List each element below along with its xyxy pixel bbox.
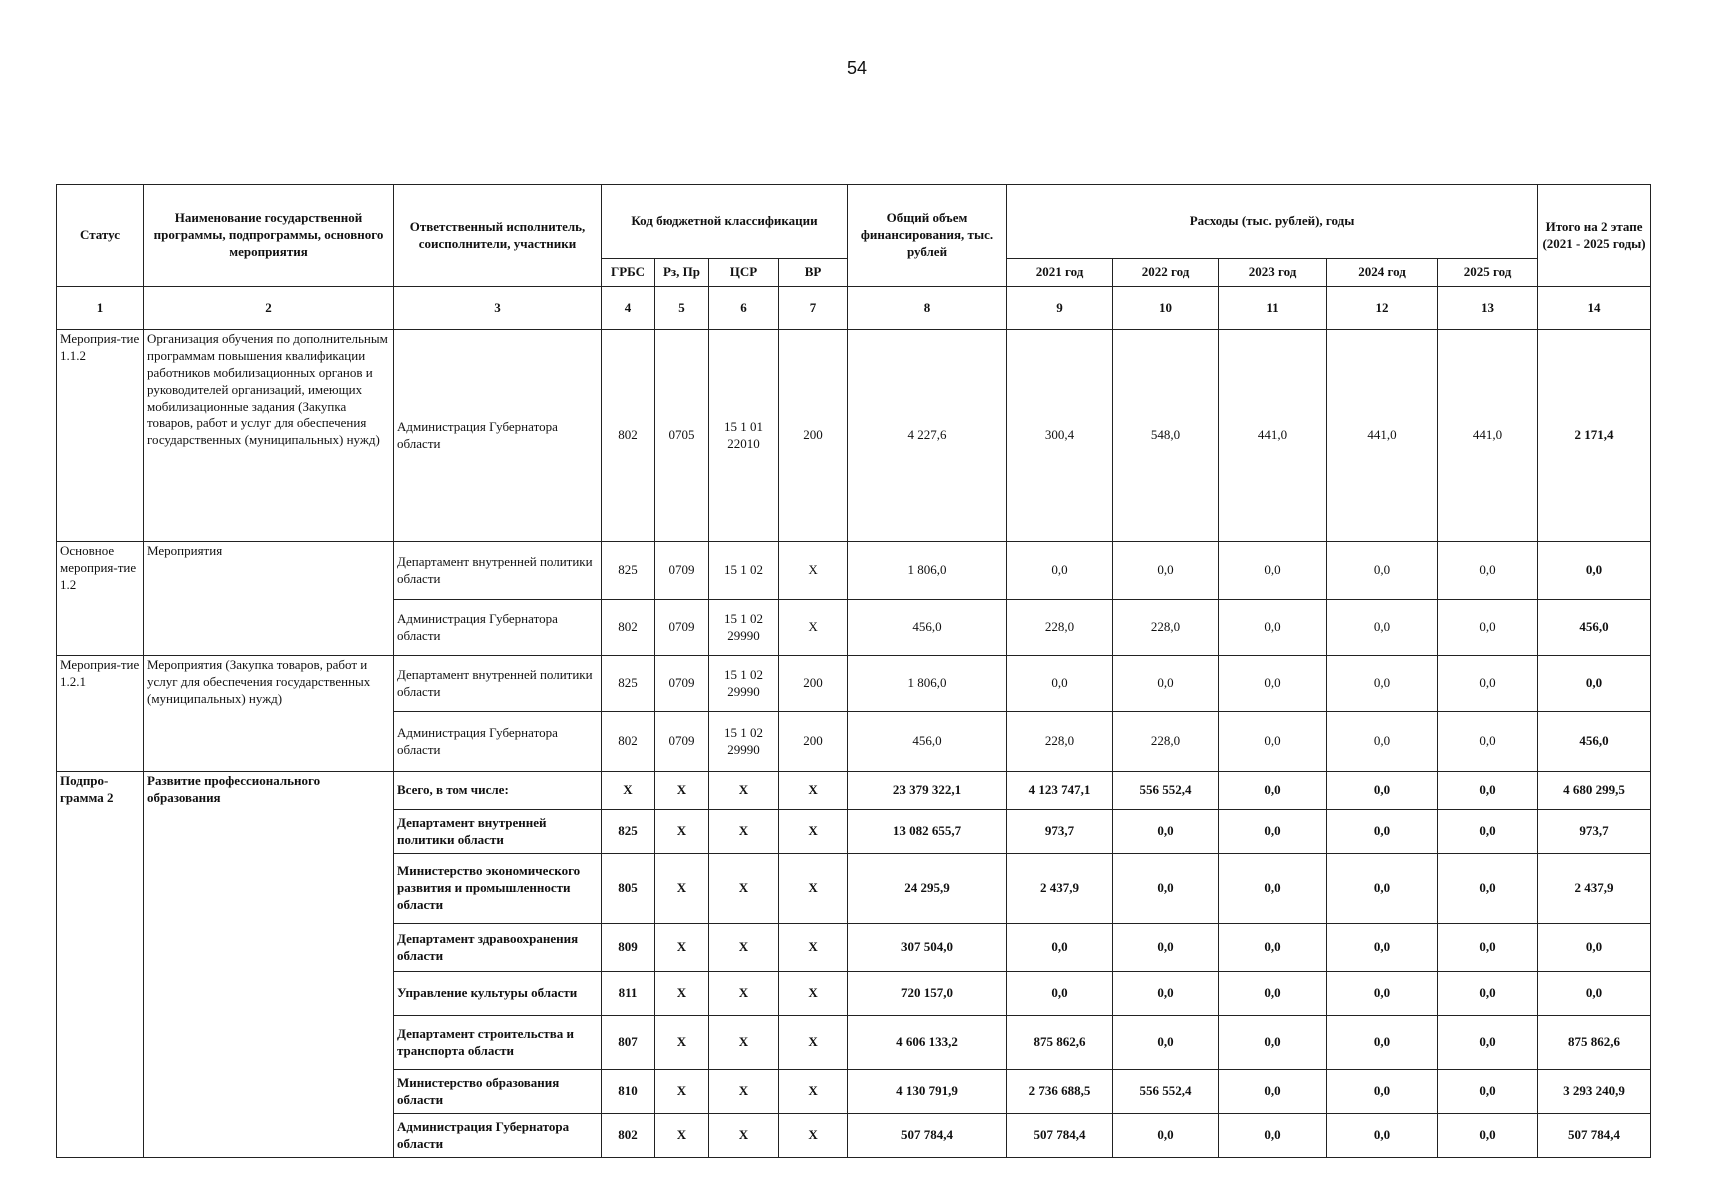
cell-vr: Х <box>779 1070 848 1114</box>
cell-2024: 0,0 <box>1327 972 1438 1016</box>
row-executor: Администрация Губернатора области <box>394 712 602 772</box>
cell-vr: 200 <box>779 656 848 712</box>
cell-2023: 0,0 <box>1219 712 1327 772</box>
cell-2021: 875 862,6 <box>1007 1016 1113 1070</box>
cell-vr: 200 <box>779 712 848 772</box>
cell-stage-total: 0,0 <box>1538 924 1651 972</box>
cell-grbs: Х <box>602 772 655 810</box>
cell-rz-pr: 0709 <box>655 656 709 712</box>
cell-stage-total: 2 437,9 <box>1538 854 1651 924</box>
row-status: Основное мероприя-тие 1.2 <box>57 542 144 656</box>
header-total-volume: Общий объем финансирования, тыс. рублей <box>848 185 1007 287</box>
cell-2024: 0,0 <box>1327 924 1438 972</box>
cell-2023: 0,0 <box>1219 854 1327 924</box>
cell-2024: 0,0 <box>1327 1114 1438 1158</box>
page-number: 54 <box>846 58 868 78</box>
cell-2022: 0,0 <box>1113 854 1219 924</box>
row-name: Мероприятия <box>144 542 394 656</box>
row-executor: Департамент внутренней политики области <box>394 810 602 854</box>
cell-2025: 0,0 <box>1438 854 1538 924</box>
cell-csr: Х <box>709 810 779 854</box>
cell-2023: 0,0 <box>1219 656 1327 712</box>
cell-grbs: 809 <box>602 924 655 972</box>
cell-2022: 0,0 <box>1113 656 1219 712</box>
cell-vr: Х <box>779 600 848 656</box>
row-name: Мероприятия (Закупка товаров, работ и услуг для обеспечения государственных (муниципальных) нужд) <box>144 656 394 772</box>
header-name: Наименование государственной программы, подпрограммы, основного мероприятия <box>144 185 394 287</box>
row-status: Мероприя-тие 1.2.1 <box>57 656 144 772</box>
cell-total: 307 504,0 <box>848 924 1007 972</box>
cell-2022: 228,0 <box>1113 712 1219 772</box>
row-executor: Администрация Губернатора области <box>394 600 602 656</box>
column-number: 11 <box>1219 287 1327 330</box>
cell-stage-total: 4 680 299,5 <box>1538 772 1651 810</box>
cell-2025: 0,0 <box>1438 656 1538 712</box>
header-2022: 2022 год <box>1113 259 1219 287</box>
cell-grbs: 802 <box>602 600 655 656</box>
header-grbs: ГРБС <box>602 259 655 287</box>
cell-2022: 0,0 <box>1113 1016 1219 1070</box>
cell-2021: 973,7 <box>1007 810 1113 854</box>
row-executor: Департамент внутренней политики области <box>394 542 602 600</box>
cell-2022: 556 552,4 <box>1113 772 1219 810</box>
cell-csr: Х <box>709 854 779 924</box>
cell-2022: 228,0 <box>1113 600 1219 656</box>
cell-rz-pr: Х <box>655 854 709 924</box>
table-row <box>57 542 1651 600</box>
row-executor: Департамент здравоохранения области <box>394 924 602 972</box>
cell-2025: 0,0 <box>1438 712 1538 772</box>
cell-2023: 0,0 <box>1219 810 1327 854</box>
cell-2022: 0,0 <box>1113 542 1219 600</box>
cell-2023: 0,0 <box>1219 972 1327 1016</box>
cell-total: 4 606 133,2 <box>848 1016 1007 1070</box>
cell-csr: Х <box>709 1016 779 1070</box>
cell-grbs: 807 <box>602 1016 655 1070</box>
cell-2023: 0,0 <box>1219 1016 1327 1070</box>
cell-grbs: 825 <box>602 542 655 600</box>
header-2023: 2023 год <box>1219 259 1327 287</box>
cell-stage-total: 0,0 <box>1538 972 1651 1016</box>
cell-vr: Х <box>779 542 848 600</box>
cell-stage-total: 3 293 240,9 <box>1538 1070 1651 1114</box>
cell-2021: 0,0 <box>1007 972 1113 1016</box>
row-executor: Департамент строительства и транспорта области <box>394 1016 602 1070</box>
cell-2023: 0,0 <box>1219 924 1327 972</box>
cell-2025: 0,0 <box>1438 1070 1538 1114</box>
cell-vr: Х <box>779 772 848 810</box>
cell-2024: 441,0 <box>1327 330 1438 542</box>
cell-total: 720 157,0 <box>848 972 1007 1016</box>
column-number: 12 <box>1327 287 1438 330</box>
cell-stage-total: 875 862,6 <box>1538 1016 1651 1070</box>
cell-2021: 2 736 688,5 <box>1007 1070 1113 1114</box>
cell-rz-pr: Х <box>655 772 709 810</box>
cell-2021: 0,0 <box>1007 924 1113 972</box>
cell-2022: 0,0 <box>1113 924 1219 972</box>
cell-total: 4 227,6 <box>848 330 1007 542</box>
header-vr: ВР <box>779 259 848 287</box>
cell-2021: 0,0 <box>1007 656 1113 712</box>
table-row <box>57 330 1651 542</box>
column-number: 4 <box>602 287 655 330</box>
header-budget-code: Код бюджетной классификации <box>602 185 848 259</box>
cell-grbs: 802 <box>602 330 655 542</box>
cell-grbs: 805 <box>602 854 655 924</box>
cell-2025: 0,0 <box>1438 972 1538 1016</box>
cell-vr: Х <box>779 854 848 924</box>
cell-grbs: 802 <box>602 1114 655 1158</box>
cell-rz-pr: Х <box>655 924 709 972</box>
cell-stage-total: 507 784,4 <box>1538 1114 1651 1158</box>
row-name: Организация обучения по дополнительным программам повышения квалификации работников мобилизационных органов и руководителей организаций, имеющих мобилизационные задания (Закупка товаров, работ и услуг для обеспечения государственных (муниципальных) нужд) <box>144 330 394 542</box>
cell-csr: Х <box>709 1070 779 1114</box>
column-numbers-row <box>57 287 1651 330</box>
cell-vr: Х <box>779 1016 848 1070</box>
cell-grbs: 810 <box>602 1070 655 1114</box>
cell-total: 13 082 655,7 <box>848 810 1007 854</box>
cell-grbs: 802 <box>602 712 655 772</box>
cell-grbs: 825 <box>602 810 655 854</box>
header-executor: Ответственный исполнитель, соисполнители, участники <box>394 185 602 287</box>
cell-2022: 0,0 <box>1113 1114 1219 1158</box>
cell-total: 4 130 791,9 <box>848 1070 1007 1114</box>
column-number: 3 <box>394 287 602 330</box>
cell-rz-pr: Х <box>655 1016 709 1070</box>
cell-2024: 0,0 <box>1327 772 1438 810</box>
cell-2022: 556 552,4 <box>1113 1070 1219 1114</box>
cell-rz-pr: Х <box>655 972 709 1016</box>
cell-vr: Х <box>779 924 848 972</box>
column-number: 1 <box>57 287 144 330</box>
column-number: 10 <box>1113 287 1219 330</box>
row-executor: Управление культуры области <box>394 972 602 1016</box>
cell-csr: 15 1 02 29990 <box>709 600 779 656</box>
header-2025: 2025 год <box>1438 259 1538 287</box>
row-executor: Администрация Губернатора области <box>394 1114 602 1158</box>
cell-csr: 15 1 02 <box>709 542 779 600</box>
cell-total: 456,0 <box>848 712 1007 772</box>
cell-2021: 228,0 <box>1007 712 1113 772</box>
cell-2025: 0,0 <box>1438 542 1538 600</box>
header-2024: 2024 год <box>1327 259 1438 287</box>
column-number: 5 <box>655 287 709 330</box>
cell-rz-pr: 0709 <box>655 712 709 772</box>
table-row <box>57 772 1651 810</box>
row-status: Подпро-грамма 2 <box>57 772 144 1158</box>
cell-rz-pr: Х <box>655 1070 709 1114</box>
cell-total: 507 784,4 <box>848 1114 1007 1158</box>
cell-csr: 15 1 02 29990 <box>709 656 779 712</box>
row-executor: Министерство экономического развития и промышленности области <box>394 854 602 924</box>
cell-2023: 0,0 <box>1219 1070 1327 1114</box>
cell-2025: 441,0 <box>1438 330 1538 542</box>
column-number: 13 <box>1438 287 1538 330</box>
row-status: Мероприя-тие 1.1.2 <box>57 330 144 542</box>
cell-total: 1 806,0 <box>848 542 1007 600</box>
cell-2025: 0,0 <box>1438 1016 1538 1070</box>
cell-2021: 2 437,9 <box>1007 854 1113 924</box>
cell-2022: 0,0 <box>1113 972 1219 1016</box>
row-executor: Департамент внутренней политики области <box>394 656 602 712</box>
cell-total: 1 806,0 <box>848 656 1007 712</box>
cell-2021: 228,0 <box>1007 600 1113 656</box>
cell-stage-total: 0,0 <box>1538 542 1651 600</box>
cell-2024: 0,0 <box>1327 542 1438 600</box>
cell-2024: 0,0 <box>1327 1070 1438 1114</box>
header-stage-total: Итого на 2 этапе (2021 - 2025 годы) <box>1538 185 1651 287</box>
column-number: 8 <box>848 287 1007 330</box>
cell-stage-total: 973,7 <box>1538 810 1651 854</box>
cell-2023: 0,0 <box>1219 542 1327 600</box>
cell-2023: 0,0 <box>1219 600 1327 656</box>
cell-total: 456,0 <box>848 600 1007 656</box>
cell-2023: 441,0 <box>1219 330 1327 542</box>
cell-2024: 0,0 <box>1327 854 1438 924</box>
cell-2021: 507 784,4 <box>1007 1114 1113 1158</box>
row-name: Развитие профессионального образования <box>144 772 394 1158</box>
cell-rz-pr: 0705 <box>655 330 709 542</box>
table-row <box>57 656 1651 712</box>
cell-grbs: 811 <box>602 972 655 1016</box>
cell-2023: 0,0 <box>1219 1114 1327 1158</box>
cell-2024: 0,0 <box>1327 656 1438 712</box>
column-number: 14 <box>1538 287 1651 330</box>
cell-csr: Х <box>709 1114 779 1158</box>
cell-2023: 0,0 <box>1219 772 1327 810</box>
header-status: Статус <box>57 185 144 287</box>
row-executor: Министерство образования области <box>394 1070 602 1114</box>
header-expenses: Расходы (тыс. рублей), годы <box>1007 185 1538 259</box>
cell-2025: 0,0 <box>1438 810 1538 854</box>
budget-table <box>56 184 1651 1158</box>
cell-2025: 0,0 <box>1438 924 1538 972</box>
column-number: 2 <box>144 287 394 330</box>
cell-2024: 0,0 <box>1327 810 1438 854</box>
cell-2024: 0,0 <box>1327 600 1438 656</box>
row-executor: Всего, в том числе: <box>394 772 602 810</box>
cell-2025: 0,0 <box>1438 1114 1538 1158</box>
cell-grbs: 825 <box>602 656 655 712</box>
cell-stage-total: 456,0 <box>1538 712 1651 772</box>
cell-2022: 0,0 <box>1113 810 1219 854</box>
cell-csr: 15 1 01 22010 <box>709 330 779 542</box>
cell-2021: 4 123 747,1 <box>1007 772 1113 810</box>
cell-2024: 0,0 <box>1327 712 1438 772</box>
column-number: 6 <box>709 287 779 330</box>
cell-vr: Х <box>779 1114 848 1158</box>
cell-vr: Х <box>779 972 848 1016</box>
column-number: 9 <box>1007 287 1113 330</box>
cell-2021: 0,0 <box>1007 542 1113 600</box>
row-executor: Администрация Губернатора области <box>394 330 602 542</box>
cell-csr: Х <box>709 972 779 1016</box>
cell-2021: 300,4 <box>1007 330 1113 542</box>
cell-stage-total: 456,0 <box>1538 600 1651 656</box>
cell-stage-total: 0,0 <box>1538 656 1651 712</box>
cell-2025: 0,0 <box>1438 772 1538 810</box>
cell-total: 24 295,9 <box>848 854 1007 924</box>
cell-vr: Х <box>779 810 848 854</box>
cell-total: 23 379 322,1 <box>848 772 1007 810</box>
cell-2024: 0,0 <box>1327 1016 1438 1070</box>
cell-2022: 548,0 <box>1113 330 1219 542</box>
cell-csr: Х <box>709 772 779 810</box>
cell-csr: Х <box>709 924 779 972</box>
cell-rz-pr: Х <box>655 810 709 854</box>
header-2021: 2021 год <box>1007 259 1113 287</box>
header-csr: ЦСР <box>709 259 779 287</box>
cell-rz-pr: Х <box>655 1114 709 1158</box>
cell-stage-total: 2 171,4 <box>1538 330 1651 542</box>
cell-csr: 15 1 02 29990 <box>709 712 779 772</box>
cell-2025: 0,0 <box>1438 600 1538 656</box>
cell-vr: 200 <box>779 330 848 542</box>
header-rz-pr: Рз, Пр <box>655 259 709 287</box>
cell-rz-pr: 0709 <box>655 600 709 656</box>
cell-rz-pr: 0709 <box>655 542 709 600</box>
column-number: 7 <box>779 287 848 330</box>
